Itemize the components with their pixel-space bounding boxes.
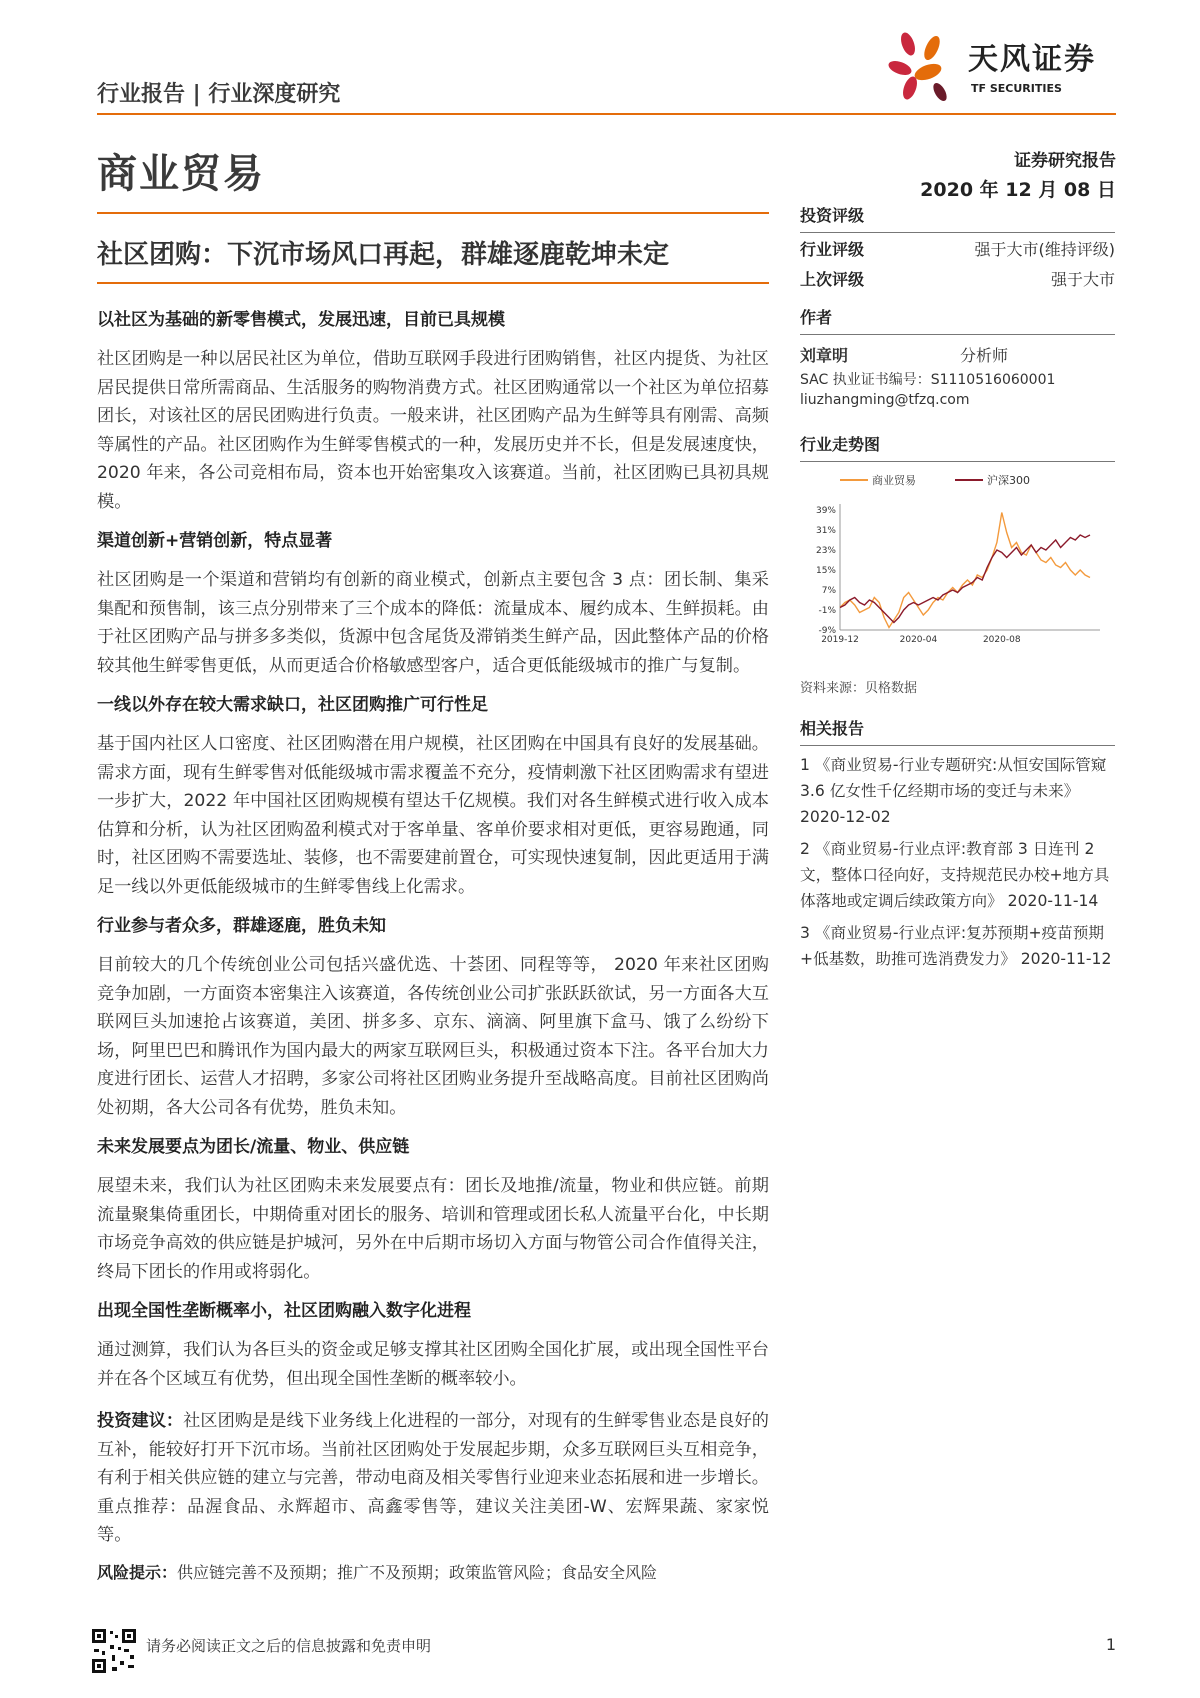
title-top-divider: [97, 212, 769, 214]
related-heading: 相关报告: [800, 716, 1115, 746]
section-3: [97, 690, 769, 901]
risk-body: 供应链完善不及预期；推广不及预期；政策监管风险；食品安全风险: [177, 1562, 658, 1582]
author-block: [800, 305, 1115, 408]
section-title: 行业参与者众多，群雄逐鹿，胜负未知: [97, 916, 386, 936]
rating-heading: 投资评级: [800, 203, 1115, 233]
section-body: 通过测算，我们认为各巨头的资金或足够支撑其社区团购全国化扩展，或出现全国性平台并在各个区域互有优势，但出现全国性垄断的概率较小。: [97, 1340, 769, 1389]
industry-name: 商业贸易: [97, 151, 265, 197]
report-date: 2020 年 12 月 08 日: [920, 179, 1116, 201]
section-title: 以社区为基础的新零售模式，发展迅速，目前已具规模: [97, 310, 505, 330]
section-4: [97, 911, 769, 1122]
investment-body: 社区团购是是线下业务线上化进程的一部分，对现有的生鲜零售业态是良好的互补，能较好打开下沉市场。当前社区团购处于发展起步期，众多互联网巨头互相竞争，有利于相关供应链的建立与完善，带动电商及相关零售行业迎来业态拓展和进一步增长。重点推荐：品渥食品、永辉超市、高鑫零售等，建议关注美团-W、宏辉果蔬、家家悦等。: [97, 1411, 769, 1545]
x-tick-label: 2020-08: [982, 635, 1021, 645]
investment-advice: [97, 1407, 769, 1550]
page-number: 1: [1105, 1635, 1116, 1654]
section-title: 未来发展要点为团长/流量、物业、供应链: [97, 1137, 410, 1157]
author-heading: 作者: [800, 305, 1115, 335]
industry-rating-label: 行业评级: [800, 239, 865, 259]
report-type: 证券研究报告: [1014, 151, 1116, 171]
x-tick-label: 2019-12: [821, 635, 859, 645]
section-body: 社区团购是一个渠道和营销均有创新的商业模式，创新点主要包含 3 点：团长制、集采集配和预售制，该三点分别带来了三个成本的降低：流量成本、履约成本、生鲜损耗。由于社区团购产品与拼多多类似，货源中包含尾货及滞销类生鲜产品，因此整体产品的价格较其他生鲜零售更低，从而更适合价格敏感型客户，适合更低能级城市的推广与复制。: [97, 570, 769, 676]
x-tick-label: 2020-04: [899, 635, 938, 645]
author-email[interactable]: liuzhangming@tfzq.com: [800, 392, 970, 408]
section-2: [97, 526, 769, 680]
logo-text-cn: 天风证券: [968, 42, 1096, 77]
related-reports: [800, 716, 1115, 972]
related-report-item[interactable]: 2 《商业贸易-行业点评:教育部 3 日连刊 2 文，整体口径向好，支持规范民办校+地方具体落地或定调后续政策方向》 2020-11-14: [800, 840, 1110, 910]
report-title: 社区团购：下沉市场风口再起，群雄逐鹿乾坤未定: [97, 240, 670, 270]
legend-label: 沪深300: [987, 474, 1030, 487]
header-divider: [97, 113, 1116, 115]
trend-chart-svg: [800, 470, 1115, 675]
industry-rating-value: 强于大市(维持评级): [974, 239, 1115, 259]
sidebar: [800, 203, 1115, 972]
y-tick-label: -1%: [818, 606, 836, 616]
section-body: 社区团购是一种以居民社区为单位，借助互联网手段进行团购销售，社区内提货、为社区居民提供日常所需商品、生活服务的购物消费方式。社区团购通常以一个社区为单位招募团长，对该社区的居民团购进行负责。一般来讲，社区团购产品为生鲜等具有刚需、高频等属性的产品。社区团购作为生鲜零售模式的一种，发展历史并不长，但是发展速度快，2020 年来，各公司竞相布局，资本也开始密集攻入该赛道。当前，社区团购已具初具规模。: [97, 349, 769, 512]
logo-text-en: TF SECURITIES: [971, 82, 1062, 95]
risk-warning: [97, 1560, 769, 1583]
section-body: 目前较大的几个传统创业公司包括兴盛优选、十荟团、同程等等， 2020 年来社区团购竞争加剧，一方面资本密集注入该赛道，各传统创业公司扩张跃跃欲试，另一方面各大互联网巨头加速抢占该赛道，美团、拼多多、京东、滴滴、阿里旗下盒马、饿了么纷纷下场，阿里巴巴和腾讯作为国内最大的两家互联网巨头，积极通过资本下注。各平台加大力度进行团长、运营人才招聘，多家公司将社区团购业务提升至战略高度。目前社区团购尚处初期，各大公司各有优势，胜负未知。: [97, 955, 769, 1118]
series-line: [840, 535, 1090, 623]
industry-rating-row: [800, 233, 1115, 263]
author-name: 刘章明: [800, 346, 849, 365]
last-rating-label: 上次评级: [800, 269, 865, 289]
section-body: 基于国内社区人口密度、社区团购潜在用户规模，社区团购在中国具有良好的发展基础。需求方面，现有生鲜零售对低能级城市需求覆盖不充分，疫情刺激下社区团购需求有望进一步扩大，2022 年中国社区团购规模有望达千亿规模。我们对各生鲜模式进行收入成本估算和分析，认为社区团购盈利模式对于客单量、客单价要求相对更低，更容易跑通，同时，社区团购不需要选址、装修，也不需要建前置仓，可实现快速复制，因此更适用于满足一线以外更低能级城市的生鲜零售线上化需求。: [97, 734, 769, 897]
section-5: [97, 1132, 769, 1286]
section-6: [97, 1296, 769, 1393]
author-cert: SAC 执业证书编号：S1110516060001: [800, 372, 1056, 388]
section-title: 渠道创新+营销创新，特点显著: [97, 531, 333, 551]
y-tick-label: -9%: [818, 626, 836, 636]
chart-source: 资料来源：贝格数据: [800, 681, 918, 696]
section-1: [97, 305, 769, 516]
qr-code-icon: [90, 1627, 138, 1675]
title-bottom-divider: [97, 282, 769, 284]
legend-label: 商业贸易: [872, 474, 916, 487]
section-body: 展望未来，我们认为社区团购未来发展要点有：团长及地推/流量，物业和供应链。前期流量聚集倚重团长，中期倚重对团长的服务、培训和管理或团长私人流量平台化，中长期市场竞争高效的供应链是护城河，另外在中后期市场切入方面与物管公司合作值得关注，终局下团长的作用或将弱化。: [97, 1176, 769, 1282]
author-row: [800, 343, 1115, 366]
risk-label: 风险提示：: [97, 1562, 178, 1582]
series-line: [840, 513, 1090, 628]
y-tick-label: 15%: [815, 566, 836, 576]
investment-label: 投资建议：: [97, 1411, 184, 1431]
trend-chart: [800, 470, 1115, 675]
trend-heading: 行业走势图: [800, 432, 1115, 462]
footer-disclaimer: 请务必阅读正文之后的信息披露和免责申明: [146, 1637, 432, 1655]
last-rating-value: 强于大市: [1050, 269, 1115, 289]
related-report-item[interactable]: 1 《商业贸易-行业专题研究:从恒安国际管窥 3.6 亿女性千亿经期市场的变迁与未来》 2020-12-02: [800, 756, 1107, 826]
section-title: 一线以外存在较大需求缺口，社区团购推广可行性足: [97, 695, 488, 715]
author-role: 分析师: [960, 346, 1009, 365]
y-tick-label: 39%: [815, 506, 836, 516]
logo-mark-icon: [888, 30, 966, 102]
main-content: [97, 305, 769, 1583]
related-report-item[interactable]: 3 《商业贸易-行业点评:复苏预期+疫苗预期+低基数，助推可选消费发力》 2020-11-12: [800, 924, 1112, 968]
tf-securities-logo: [888, 30, 1118, 105]
last-rating-row: [800, 263, 1115, 293]
y-tick-label: 7%: [821, 586, 836, 596]
y-tick-label: 31%: [815, 526, 836, 536]
breadcrumb: 行业报告 | 行业深度研究: [97, 82, 341, 107]
section-title: 出现全国性垄断概率小，社区团购融入数字化进程: [97, 1301, 471, 1321]
y-tick-label: 23%: [815, 546, 836, 556]
